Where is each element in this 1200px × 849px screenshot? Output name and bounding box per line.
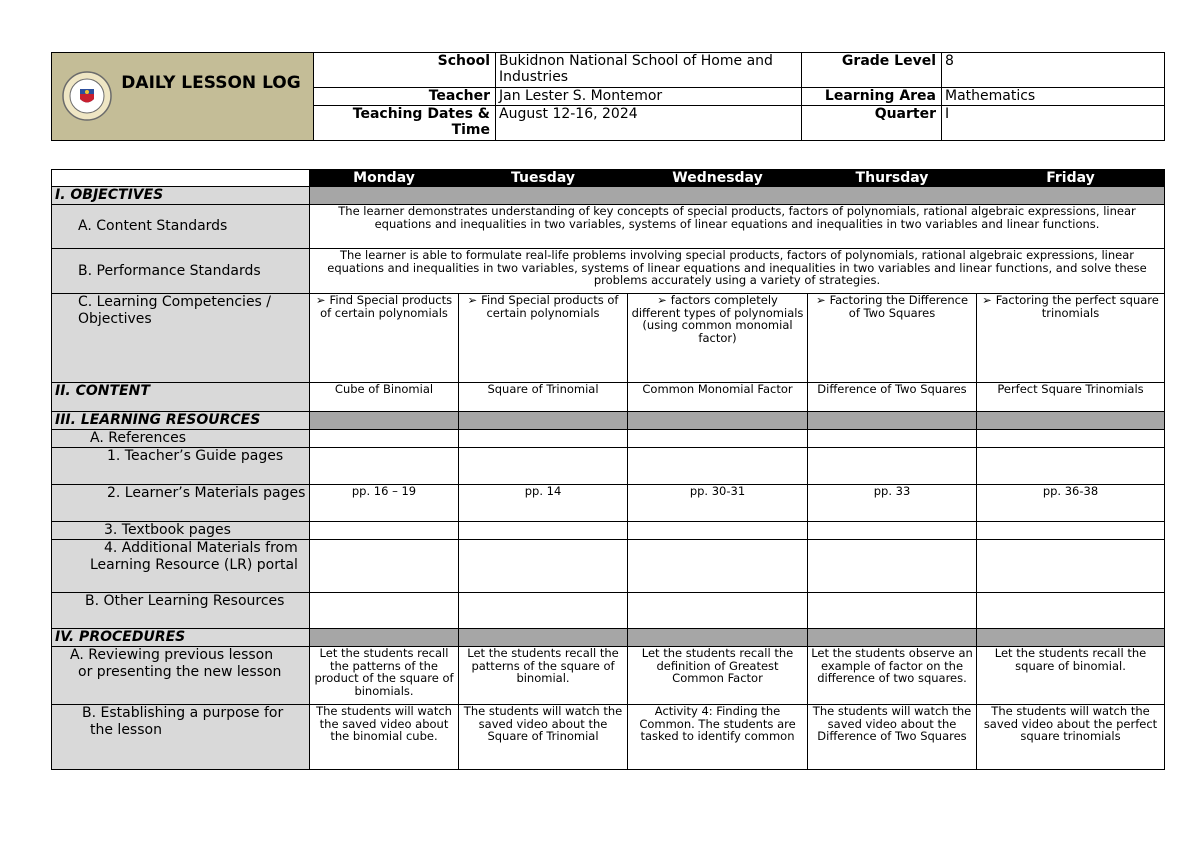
shade-cell (310, 629, 459, 647)
competency-thursday (808, 294, 977, 383)
section-content: II. CONTENT (52, 383, 310, 412)
empty-cell (808, 593, 977, 629)
empty-cell (310, 430, 459, 448)
empty-cell (628, 593, 808, 629)
page-title: DAILY LESSON LOG (121, 73, 301, 93)
purpose-tuesday: The students will watch the saved video about the Square of Trinomial (459, 705, 628, 770)
other-resources-label: B. Other Learning Resources (52, 593, 310, 629)
competency-friday (977, 294, 1165, 383)
header-table (51, 52, 1165, 141)
content-wednesday: Common Monomial Factor (628, 383, 808, 412)
empty-cell (628, 522, 808, 540)
purpose-wednesday: Activity 4: Finding the Common. The students are tasked to identify common (628, 705, 808, 770)
empty-cell (808, 522, 977, 540)
empty-cell (310, 540, 459, 593)
shade-cell (808, 412, 977, 430)
shade-cell (977, 412, 1165, 430)
bullet-arrow-icon: ➢ (657, 293, 667, 307)
empty-cell (977, 448, 1165, 485)
quarter-value: I (942, 106, 1165, 141)
purpose-monday: The students will watch the saved video about the binomial cube. (310, 705, 459, 770)
school-value: Bukidnon National School of Home and Industries (496, 53, 802, 88)
empty-cell (459, 540, 628, 593)
competency-text: Factoring the perfect square trinomials (995, 293, 1159, 320)
reviewing-lesson-label: A. Reviewing previous lesson or presenting the new lesson (52, 647, 310, 705)
reviewing-thursday: Let the students observe an example of factor on the difference of two squares. (808, 647, 977, 705)
textbook-pages-label: 3. Textbook pages (52, 522, 310, 540)
empty-cell (310, 448, 459, 485)
bullet-arrow-icon: ➢ (815, 293, 826, 307)
learners-materials-thursday: pp. 33 (808, 485, 977, 522)
day-thursday: Thursday (808, 170, 977, 187)
section-procedures: IV. PROCEDURES (52, 629, 310, 647)
shade-cell (808, 629, 977, 647)
empty-cell (459, 448, 628, 485)
competency-text: factors completely different types of polynomials (using common monomial factor) (631, 293, 804, 345)
grade-level-label: Grade Level (802, 53, 942, 88)
competency-tuesday (459, 294, 628, 383)
empty-cell (977, 593, 1165, 629)
day-wednesday: Wednesday (628, 170, 808, 187)
empty-cell (459, 522, 628, 540)
objectives-shade (310, 187, 1165, 205)
bullet-arrow-icon: ➢ (982, 293, 992, 307)
competency-text: Factoring the Difference of Two Squares (829, 293, 969, 320)
header-blank-cell (52, 170, 310, 187)
grade-level-value: 8 (942, 53, 1165, 88)
day-friday: Friday (977, 170, 1165, 187)
learners-materials-monday: pp. 16 – 19 (310, 485, 459, 522)
learning-area-label: Learning Area (802, 88, 942, 106)
content-friday: Perfect Square Trinomials (977, 383, 1165, 412)
teaching-dates-label: Teaching Dates & Time (314, 106, 496, 141)
teacher-label: Teacher (314, 88, 496, 106)
empty-cell (459, 430, 628, 448)
bullet-arrow-icon: ➢ (315, 293, 326, 307)
empty-cell (808, 540, 977, 593)
empty-cell (459, 593, 628, 629)
purpose-thursday: The students will watch the saved video about the Difference of Two Squares (808, 705, 977, 770)
empty-cell (977, 540, 1165, 593)
purpose-label: B. Establishing a purpose for the lesson (52, 705, 310, 770)
bullet-arrow-icon: ➢ (467, 293, 478, 307)
deped-seal-logo (62, 71, 112, 121)
content-thursday: Difference of Two Squares (808, 383, 977, 412)
shade-cell (459, 629, 628, 647)
purpose-friday: The students will watch the saved video about the perfect square trinomials (977, 705, 1165, 770)
shade-cell (628, 629, 808, 647)
section-learning-resources: III. LEARNING RESOURCES (52, 412, 310, 430)
empty-cell (808, 430, 977, 448)
shade-cell (628, 412, 808, 430)
teacher-value: Jan Lester S. Montemor (496, 88, 802, 106)
reviewing-monday: Let the students recall the patterns of the product of the square of binomials. (310, 647, 459, 705)
empty-cell (808, 448, 977, 485)
section-objectives: I. OBJECTIVES (52, 187, 310, 205)
references-label: A. References (52, 430, 310, 448)
shade-cell (310, 412, 459, 430)
learners-materials-tuesday: pp. 14 (459, 485, 628, 522)
additional-materials-label: 4. Additional Materials from Learning Resource (LR) portal (52, 540, 310, 593)
empty-cell (310, 593, 459, 629)
content-standards-text: The learner demonstrates understanding of key concepts of special products, factors of polynomials, rational algebraic expressions, linear equations and inequalities in two variables, systems of linear equations and inequalities in two variables and linear functions. (310, 205, 1165, 249)
teachers-guide-label: 1. Teacher’s Guide pages (52, 448, 310, 485)
content-standards-label: A. Content Standards (52, 205, 310, 249)
competency-text: Find Special products of certain polynomials (481, 293, 619, 320)
quarter-label: Quarter (802, 106, 942, 141)
empty-cell (977, 430, 1165, 448)
competency-text: Find Special products of certain polynomials (320, 293, 453, 320)
content-monday: Cube of Binomial (310, 383, 459, 412)
school-label: School (314, 53, 496, 88)
performance-standards-text: The learner is able to formulate real-life problems involving special products, factors of polynomials, rational algebraic expressions, linear equations and inequalities in two variables, systems of linear equations and inequalities in two variables and linear functions, and solve these problems accurately using a variety of strategies. (310, 249, 1165, 294)
day-monday: Monday (310, 170, 459, 187)
performance-standards-label: B. Performance Standards (52, 249, 310, 294)
learning-area-value: Mathematics (942, 88, 1165, 106)
empty-cell (628, 540, 808, 593)
empty-cell (628, 430, 808, 448)
day-header-row (52, 170, 1165, 187)
competencies-label: C. Learning Competencies / Objectives (52, 294, 310, 383)
day-tuesday: Tuesday (459, 170, 628, 187)
competency-wednesday (628, 294, 808, 383)
empty-cell (310, 522, 459, 540)
reviewing-tuesday: Let the students recall the patterns of the square of binomial. (459, 647, 628, 705)
lesson-log-table (51, 169, 1165, 770)
empty-cell (977, 522, 1165, 540)
logo-title-cell (52, 53, 314, 141)
competency-monday (310, 294, 459, 383)
learners-materials-wednesday: pp. 30-31 (628, 485, 808, 522)
learners-materials-friday: pp. 36-38 (977, 485, 1165, 522)
teaching-dates-value: August 12-16, 2024 (496, 106, 802, 141)
reviewing-wednesday: Let the students recall the definition of Greatest Common Factor (628, 647, 808, 705)
content-tuesday: Square of Trinomial (459, 383, 628, 412)
empty-cell (628, 448, 808, 485)
shade-cell (977, 629, 1165, 647)
reviewing-friday: Let the students recall the square of binomial. (977, 647, 1165, 705)
learners-materials-label: 2. Learner’s Materials pages (52, 485, 310, 522)
shade-cell (459, 412, 628, 430)
